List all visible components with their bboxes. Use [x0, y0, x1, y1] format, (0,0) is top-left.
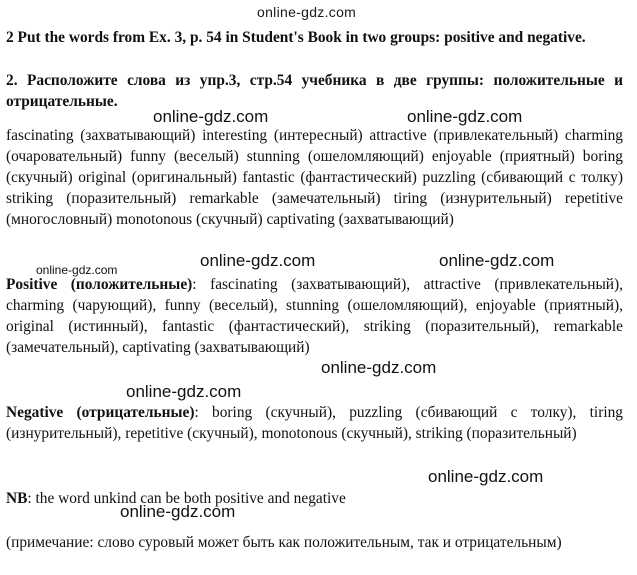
- task-title-ru: 2. Расположите слова из упр.3, стр.54 учебника в две группы: положительные и отрицательные.: [6, 72, 623, 110]
- watermark: online-gdz.com: [153, 107, 269, 126]
- word-list: fascinating (захватывающий) interesting (интересный) attractive (привлекательный) charming (очаровательный) funny (веселый) stunning (ошеломляющий) enjoyable (приятный) boring (скучный) original (оригинальный) fantastic (фантастический) puzzling (сбивающий с толку) striking (поразительный) remarkable (замечательный) tiring (изнурительный) repetitive (многословный) monotonous (скучный) captivating (захватывающий): [6, 127, 623, 228]
- watermark: online-gdz.com: [428, 467, 544, 486]
- nb-text: : the word unkind can be both positive and negative: [27, 490, 346, 507]
- task-title-en: 2 Put the words from Ex. 3, p. 54 in Student's Book in two groups: positive and negative.: [6, 29, 586, 46]
- nb-label: NB: [6, 490, 28, 507]
- nb-section: [6, 488, 623, 509]
- watermark-top: online-gdz.com: [257, 4, 357, 20]
- watermark: online-gdz.com: [200, 251, 316, 270]
- positive-section: [6, 274, 623, 358]
- watermark: online-gdz.com: [321, 358, 437, 377]
- negative-text: : boring (скучный), puzzling (сбивающий с толку), tiring (изнурительный), repetitive (скучный), monotonous (скучный), striking (поразительный): [6, 404, 623, 442]
- watermark: online-gdz.com: [407, 107, 523, 126]
- watermark: online-gdz.com: [36, 263, 118, 277]
- positive-label: Positive (положительные): [6, 276, 193, 293]
- note-ru: (примечание: слово суровый может быть как положительным, так и отрицательным): [6, 534, 562, 551]
- watermark: online-gdz.com: [120, 502, 236, 521]
- positive-text: : fascinating (захватывающий), attractive (привлекательный), charming (чарующий), funny (веселый), stunning (ошеломляющий), enjoyable (приятный), original (истинный), fantastic (фантастический), striking (поразительный), remarkable (замечательный), captivating (захватывающий): [6, 276, 623, 356]
- watermark: online-gdz.com: [126, 382, 242, 401]
- watermark: online-gdz.com: [439, 251, 555, 270]
- negative-label: Negative (отрицательные): [6, 404, 195, 421]
- negative-section: [6, 402, 623, 444]
